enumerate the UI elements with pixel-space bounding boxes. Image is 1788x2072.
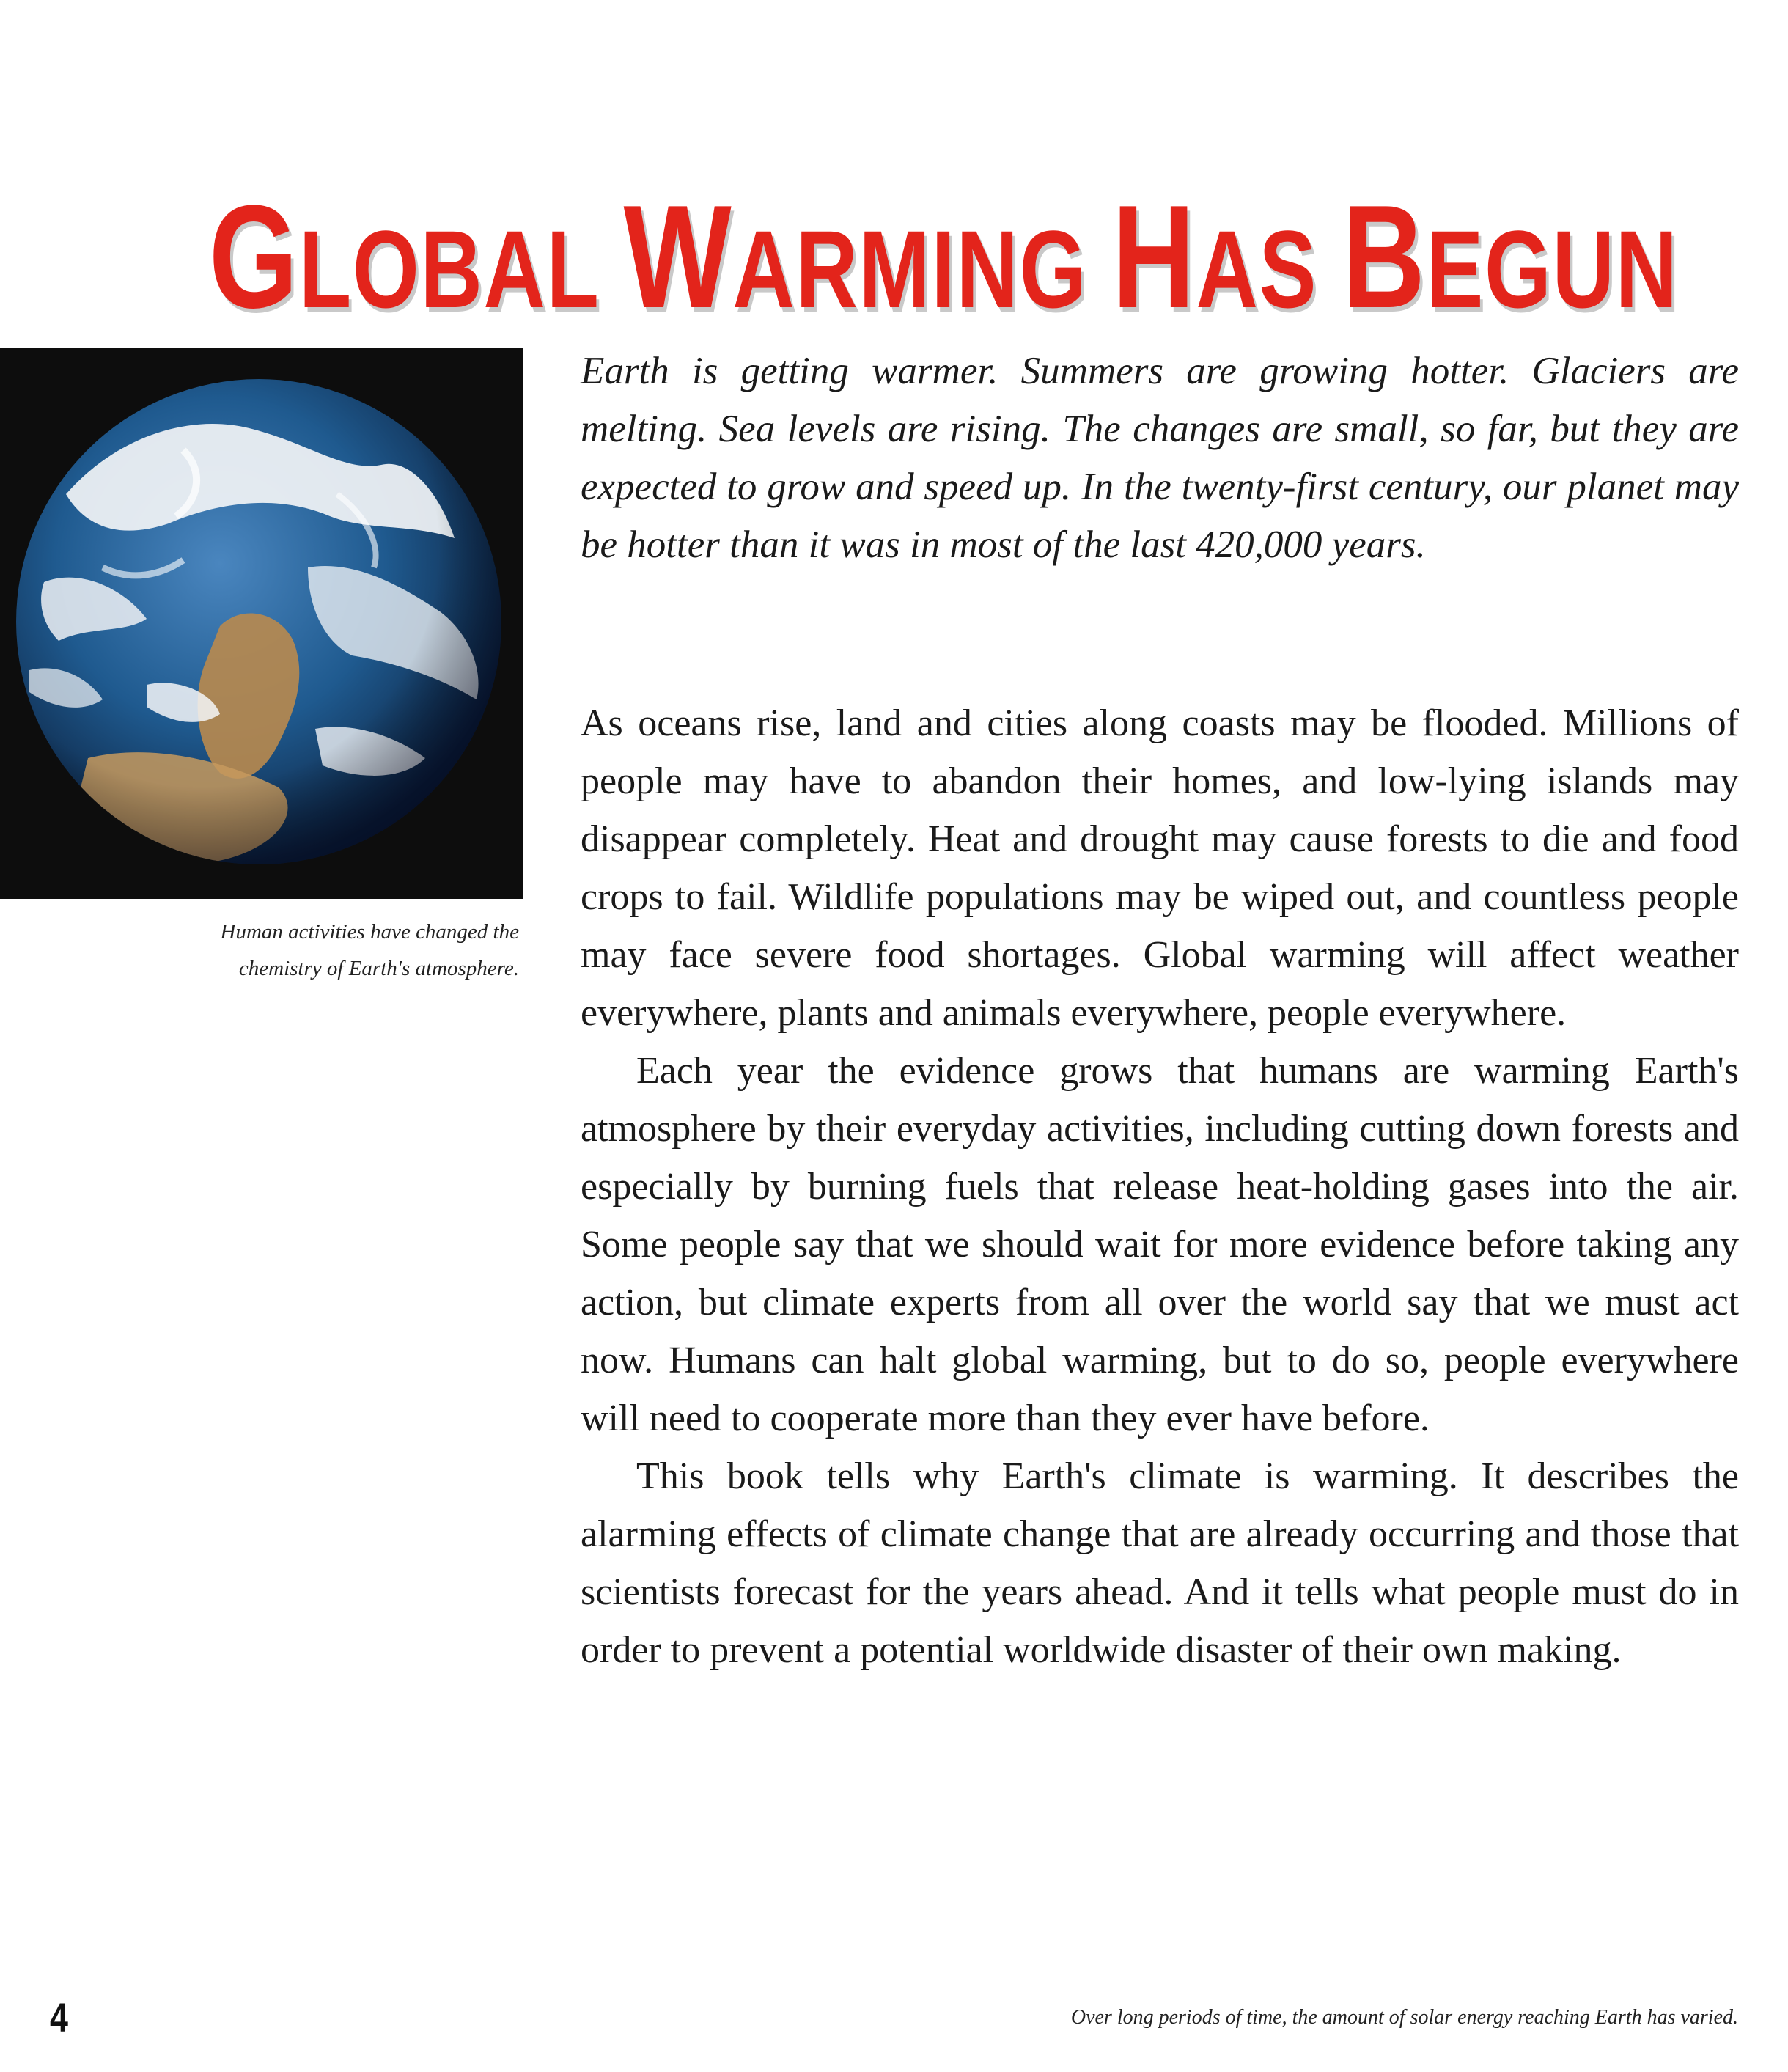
title-word-global: GLOBAL [208, 174, 599, 339]
body-text [581, 694, 1739, 1679]
page-number: 4 [50, 1994, 68, 2040]
photo-caption [95, 914, 519, 987]
photo-caption-line1: Human activities have changed the [220, 920, 519, 944]
title-word-warming: WARMING [623, 174, 1088, 339]
footer-note: Over long periods of time, the amount of solar energy reaching Earth has varied. [1070, 2006, 1738, 2029]
photo-caption-line2: chemistry of Earth's atmosphere. [238, 957, 519, 980]
body-paragraph-2: Each year the evidence grows that humans are warming Earth's atmosphere by their everyday activities, including cutting down forests and especially by burning fuels that release heat-holding gases into the air. Some people say that we should wait for more evidence before taking any action, but climate experts from all over the world say that we must act now. Humans can halt global warming, but to do so, people everywhere will need to cooperate more than they ever have before. [581, 1050, 1739, 1439]
body-paragraph-3: This book tells why Earth's climate is warming. It describes the alarming effects of climate change that are already occurring and those that scientists forecast for the years ahead. And it tells what people must do in order to prevent a potential worldwide disaster of their own making. [581, 1455, 1739, 1671]
earth-photo [0, 348, 523, 899]
intro-paragraph: Earth is getting warmer. Summers are growing hotter. Glaciers are melting. Sea levels are rising. The changes are small, so far, but they are expected to grow and speed up. In the twenty-first century, our planet may be hotter than it was in most of the last 420,000 years. [581, 350, 1739, 566]
title-word-begun: BEGUN [1342, 174, 1679, 339]
earth-globe-image [0, 348, 523, 899]
page-title [208, 174, 1679, 339]
body-paragraph-1: As oceans rise, land and cities along coasts may be flooded. Millions of people may have to abandon their homes, and low-lying islands may disappear completely. Heat and drought may cause forests to die and food crops to fail. Wildlife populations may be wiped out, and countless people may face severe food shortages. Global warming will affect weather everywhere, plants and animals everywhere, people everywhere. [581, 702, 1739, 1034]
title-word-has: HAS [1112, 174, 1318, 339]
